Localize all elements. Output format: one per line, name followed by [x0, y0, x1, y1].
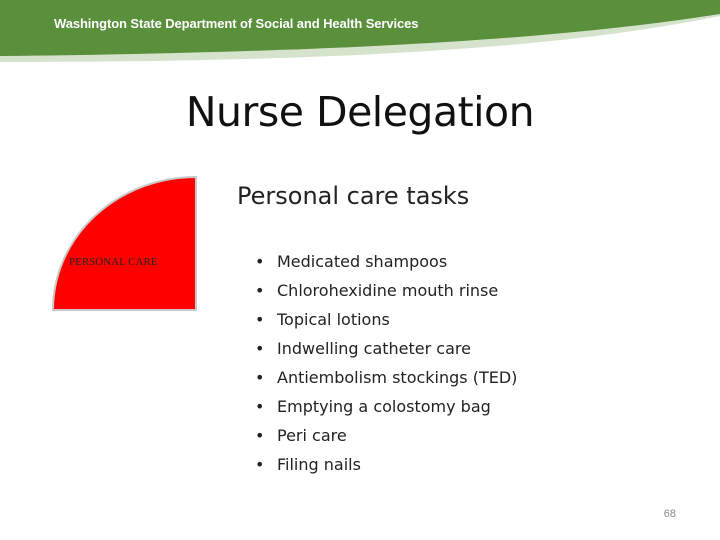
task-text: Filing nails	[277, 455, 361, 474]
task-text: Medicated shampoos	[277, 252, 448, 271]
personal-care-label: PERSONAL CARE	[69, 256, 158, 268]
bullet-icon: •	[255, 310, 265, 329]
bullet-icon: •	[255, 455, 265, 474]
task-text: Topical lotions	[277, 310, 390, 329]
header-wave-graphic	[0, 0, 720, 62]
bullet-icon: •	[255, 397, 265, 416]
task-text: Emptying a colostomy bag	[277, 397, 491, 416]
organization-name: Washington State Department of Social and Health Services	[54, 16, 419, 31]
slide-title: Nurse Delegation	[185, 88, 535, 136]
task-text: Antiembolism stockings (TED)	[277, 368, 518, 387]
header-band	[0, 0, 720, 62]
slide-subtitle: Personal care tasks	[237, 182, 470, 210]
page-number: 68	[663, 508, 676, 520]
bullet-icon: •	[255, 281, 265, 300]
task-text: Peri care	[277, 426, 347, 445]
task-text: Indwelling catheter care	[277, 339, 471, 358]
bullet-icon: •	[255, 368, 265, 387]
bullet-icon: •	[255, 426, 265, 445]
personal-care-quarter-circle	[52, 176, 198, 312]
bullet-icon: •	[255, 339, 265, 358]
bullet-icon: •	[255, 252, 265, 271]
task-text: Chlorohexidine mouth rinse	[277, 281, 499, 300]
